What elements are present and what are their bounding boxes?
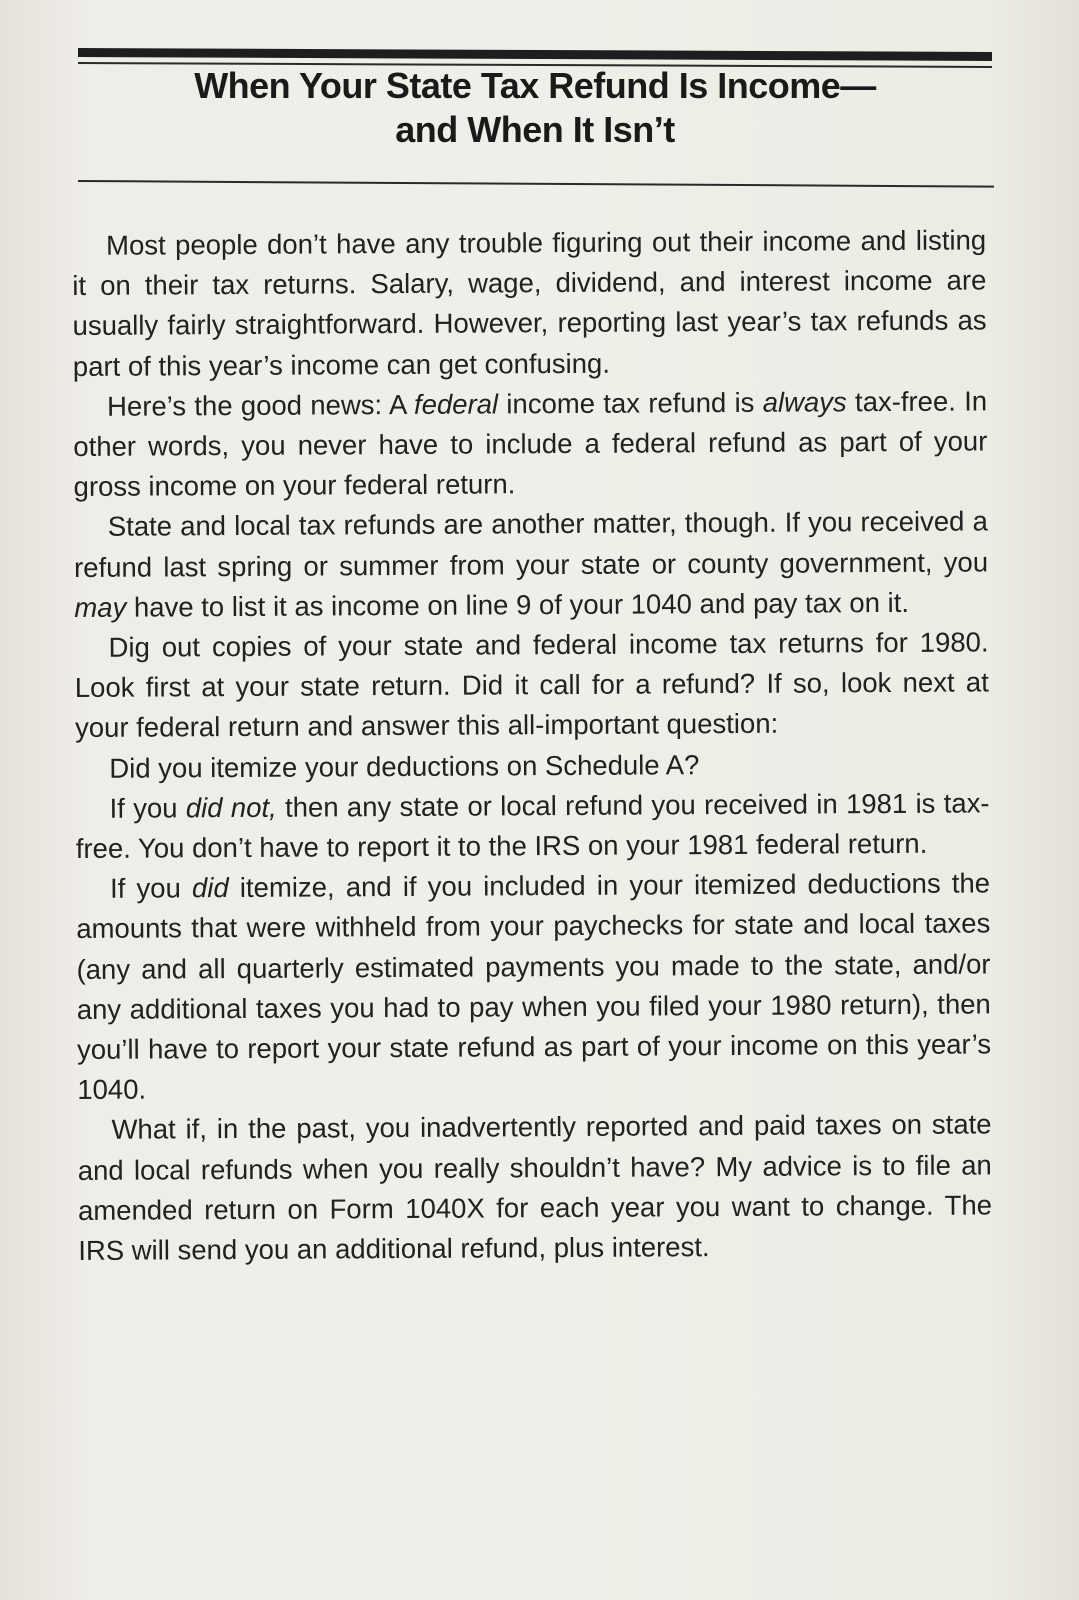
paragraph-3-emphasis-may: may (74, 591, 127, 623)
paragraph-3-text: State and local tax refunds are another matter, though. If you received a refund last spring or summer from your state or county government, you (73, 505, 989, 583)
title-line-1: When Your State Tax Refund Is Income— (194, 65, 876, 106)
paragraph-7-text: itemize, and if you included in your itemized deductions the amounts that were withheld from your paychecks for state and local taxes (any and all quarterly estimated payments you made to the state, and/or any additional taxes you had to pay when you filed your 1980 return), then you’ll have to report your state refund as part of your income on this year’s 1040. (76, 867, 992, 1106)
paragraph-2-emphasis-always: always (762, 386, 847, 418)
paragraph-6-text: then any state or local refund you received in 1981 is tax-free. You don’t have to report it to the IRS on your 1981 federal return. (75, 787, 990, 865)
paragraph-5-question: Did you itemize your deductions on Schedule A? (109, 748, 700, 784)
title-line-2: and When It Isn’t (395, 109, 675, 150)
paragraph-2 (73, 381, 988, 507)
paragraph-6 (75, 783, 989, 869)
paragraph-1: Most people don’t have any trouble figuring out their income and listing it on their tax returns. Salary, wage, dividend, and interest income are usually fairly straightforward. However, reporting last year’s tax refunds as part of this year’s income can get confusing. (72, 224, 987, 382)
paragraph-7-emphasis-did: did (191, 872, 229, 904)
title-bottom-rule (78, 180, 994, 188)
paragraph-3 (74, 502, 989, 628)
paragraph-4: Dig out copies of your state and federal income tax returns for 1980. Look first at your state return. Did it call for a refund? If so, look next at your federal return and answer this all-important question: (74, 626, 989, 744)
paragraph-6-emphasis-did-not: did not, (185, 791, 277, 824)
paragraph-6-text: If you (109, 792, 186, 824)
title-top-thick-rule (78, 48, 992, 61)
paragraph-2-text: Here’s the good news: A (107, 388, 415, 422)
paragraph-7-text: If you (109, 872, 193, 905)
paragraph-2-text: income tax refund is (497, 386, 763, 420)
paragraph-7 (76, 864, 991, 1111)
paragraph-3-text: have to list it as income on line 9 of your 1040 and pay tax on it. (126, 586, 910, 623)
article-title (78, 64, 992, 152)
paragraph-2-emphasis-federal: federal (413, 388, 499, 420)
article-body (72, 220, 992, 1271)
paragraph-2-text: tax-free. In other words, you never have to include a federal refund as part of your gross income on your federal return. (73, 385, 988, 503)
paragraph-8: What if, in the past, you inadvertently reported and paid taxes on state and local refunds when you really shouldn’t have? My advice is to file an amended return on Form 1040X for each year you want to change. The IRS will send you an additional refund, plus interest. (77, 1108, 993, 1267)
